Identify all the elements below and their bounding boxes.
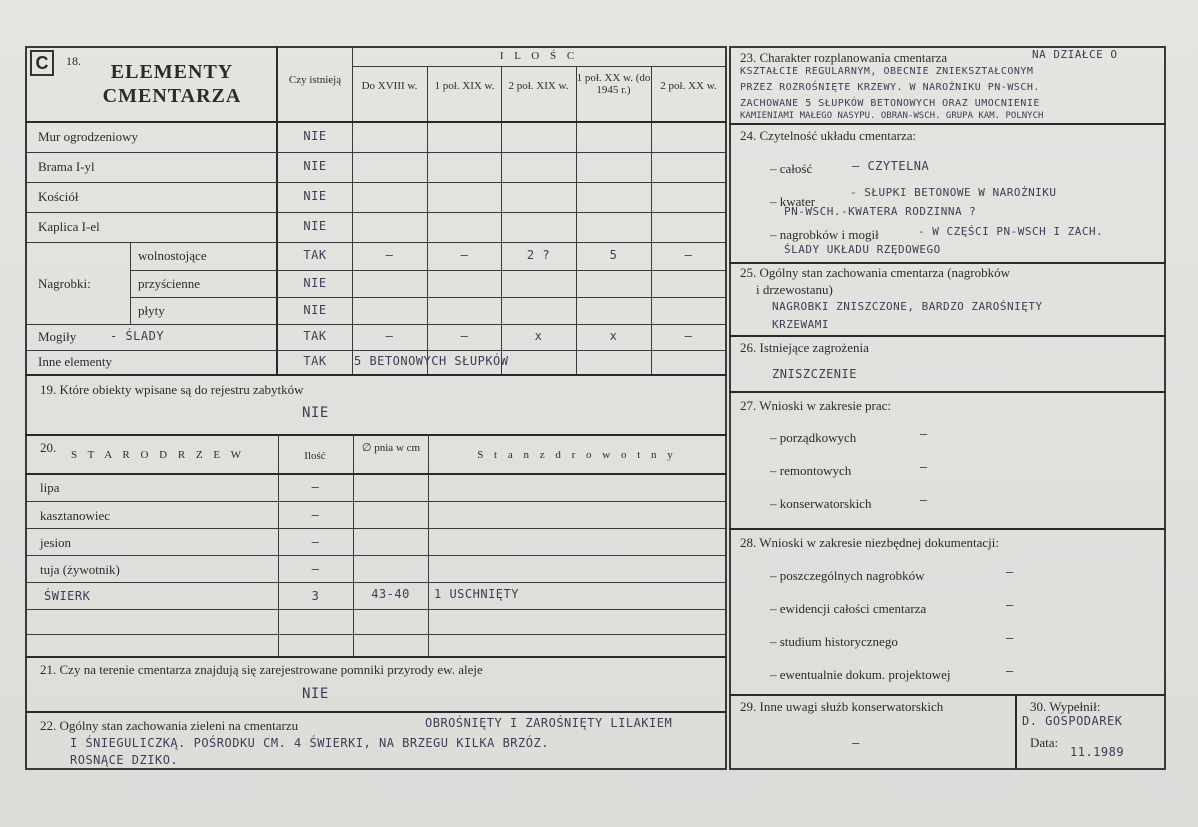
q23-line4: ZACHOWANE 5 SŁUPKÓW BETONOWYCH ORAZ UMOCNIENIE xyxy=(740,98,1040,109)
tree-qty: – xyxy=(311,507,320,522)
q26-label: 26. Istniejące zagrożenia xyxy=(740,340,869,355)
q24-graves-line1: - W CZĘŚCI PN-WSCH I ZACH. xyxy=(918,225,1104,238)
q24-quarters-label: – kwater xyxy=(770,194,816,209)
col-exists-header: Czy istnieją xyxy=(288,74,342,86)
q27-item-label: – konserwatorskich xyxy=(770,496,872,511)
element-period-value: – xyxy=(385,248,394,262)
element-period-value: – xyxy=(684,329,693,343)
q21-label: 21. Czy na terenie cmentarza znajdują się zarejestrowane pomniki przyrody ew. aleje xyxy=(40,662,483,677)
trees-col-qty: Ilość xyxy=(304,450,326,462)
element-period-value: – xyxy=(684,248,693,262)
q22-line3: ROSNĄCE DZIKO. xyxy=(70,753,179,767)
element-exists-value: NIE xyxy=(303,189,327,203)
period-header-1: Do XVIII w. xyxy=(361,80,418,92)
period-header-4: 1 poł. XX w. (do 1945 r.) xyxy=(576,72,651,96)
q28-item-label: – studium historycznego xyxy=(770,634,898,649)
q19-label: 19. Które obiekty wpisane są do rejestru zabytków xyxy=(40,382,304,397)
q25-label-line1: 25. Ogólny stan zachowania cmentarza (nagrobków xyxy=(740,265,1011,280)
q28-item-value: – xyxy=(1006,598,1014,612)
q25-line1: NAGROBKI ZNISZCZONE, BARDZO ZAROŚNIĘTY xyxy=(772,300,1043,313)
element-exists-value: TAK xyxy=(303,248,327,262)
element-row-label: Brama I-yl xyxy=(38,159,95,174)
q30-date-label: Data: xyxy=(1030,735,1059,750)
trees-header: S T A R O D R Z E W xyxy=(70,449,246,461)
element-exists-value: NIE xyxy=(303,302,327,317)
element-period-value: 5 BETONOWYCH SŁUPKÓW xyxy=(354,354,509,368)
q30-filled-by: D. GOSPODAREK xyxy=(1022,714,1123,728)
elements-title-line2: CMENTARZA xyxy=(102,85,242,107)
q22-line1: OBROŚNIĘTY I ZAROŚNIĘTY LILAKIEM xyxy=(425,716,673,730)
q23-line2: KSZTAŁCIE REGULARNYM, OBECNIE ZNIEKSZTAŁCONYM xyxy=(740,66,1034,77)
element-row-label: Inne elementy xyxy=(38,354,112,369)
q27-item-label: – porządkowych xyxy=(770,430,857,445)
element-row-label: Mogiły xyxy=(38,329,77,344)
q27-item-label: – remontowych xyxy=(770,463,852,478)
q24-graves-label: – nagrobków i mogił xyxy=(770,227,879,242)
tree-name: lipa xyxy=(40,479,60,495)
trees-col-diam: ∅ pnia w cm xyxy=(361,442,421,454)
q24-whole-label: – całość xyxy=(770,161,813,176)
q23-line1: NA DZIAŁCE O xyxy=(1032,48,1118,61)
tree-name: tuja (żywotnik) xyxy=(40,561,120,577)
tree-diameter: 43-40 xyxy=(371,586,410,601)
element-period-value: 5 xyxy=(609,248,618,262)
q25-line2: KRZEWAMI xyxy=(772,318,829,331)
element-row-label: Mur ogrodzeniowy xyxy=(38,128,139,144)
element-period-value: – xyxy=(460,248,469,262)
q19-answer: NIE xyxy=(302,405,329,421)
element-exists-value: NIE xyxy=(303,159,327,173)
q24-whole-value: – CZYTELNA xyxy=(852,159,930,173)
q29-answer: – xyxy=(852,736,860,750)
q26-answer: ZNISZCZENIE xyxy=(772,367,857,381)
element-exists-value: TAK xyxy=(303,329,327,343)
q28-label: 28. Wnioski w zakresie niezbędnej dokumentacji: xyxy=(740,535,999,550)
section-20-number: 20. xyxy=(40,440,57,455)
trees-col-health: S t a n z d r o w o t n y xyxy=(477,449,677,461)
element-exists-value: NIE xyxy=(303,128,327,143)
q25-label-line2: i drzewostanu) xyxy=(756,282,833,297)
q22-label: 22. Ogólny stan zachowania zieleni na cmentarzu xyxy=(40,718,299,733)
q27-item-value: – xyxy=(920,460,928,474)
q22-line2: I ŚNIEGULICZKĄ. POŚRODKU CM. 4 ŚWIERKI, NA BRZEGU KILKA BRZÓZ. xyxy=(70,736,549,750)
q23-line3: PRZEZ ROZROŚNIĘTE KRZEWY. W NAROŻNIKU PN-WSCH. xyxy=(740,82,1040,93)
element-period-value: x xyxy=(534,329,543,343)
tree-qty: – xyxy=(311,534,320,549)
q27-item-value: – xyxy=(920,427,928,441)
element-period-value: – xyxy=(460,329,469,343)
period-header-2: 1 poł. XIX w. xyxy=(434,80,495,92)
q24-graves-line2: ŚLADY UKŁADU RZĘDOWEGO xyxy=(784,243,941,256)
element-row-sublabel: płyty xyxy=(138,302,165,318)
q28-item-value: – xyxy=(1006,664,1014,678)
period-header-3: 2 poł. XIX w. xyxy=(508,80,569,92)
q28-item-label: – ewentualnie dokum. projektowej xyxy=(770,667,951,682)
element-row-label: Kaplica I-el xyxy=(38,219,100,234)
tree-qty: – xyxy=(311,561,320,576)
q21-answer: NIE xyxy=(302,686,329,702)
element-exists-value: NIE xyxy=(303,219,327,233)
element-row-label: Nagrobki: xyxy=(38,275,91,291)
element-row-sublabel: przyścienne xyxy=(138,275,201,291)
quantity-header: I L O Ś C xyxy=(499,50,579,62)
q28-item-value: – xyxy=(1006,631,1014,645)
q27-label: 27. Wnioski w zakresie prac: xyxy=(740,398,892,413)
element-row-sublabel: wolnostojące xyxy=(138,248,207,263)
tree-qty: 3 xyxy=(311,588,320,603)
element-period-value: x xyxy=(609,329,618,343)
element-exists-value: NIE xyxy=(303,275,327,290)
section-18-number: 18. xyxy=(66,54,81,68)
q23-label: 23. Charakter rozplanowania cmentarza xyxy=(740,50,948,65)
elements-title xyxy=(72,60,272,108)
q30-label: 30. Wypełnił: xyxy=(1030,699,1101,714)
period-header-5: 2 poł. XX w. xyxy=(660,80,717,92)
element-period-value: – xyxy=(385,329,394,343)
q27-item-value: – xyxy=(920,493,928,507)
tree-qty: – xyxy=(311,479,320,494)
q28-item-label: – poszczególnych nagrobków xyxy=(770,568,925,583)
q24-label: 24. Czytelność układu cmentarza: xyxy=(740,128,917,143)
q28-item-label: – ewidencji całości cmentarza xyxy=(770,601,927,616)
tree-health: 1 USCHNIĘTY xyxy=(434,586,519,601)
tree-name: ŚWIERK xyxy=(44,588,91,603)
q30-date: 11.1989 xyxy=(1070,745,1125,759)
tree-name: jesion xyxy=(40,534,72,550)
q29-label: 29. Inne uwagi służb konserwatorskich xyxy=(740,699,944,714)
elements-title-line1: ELEMENTY xyxy=(110,61,234,83)
element-period-value: 2 ? xyxy=(526,248,551,262)
element-exists-value: TAK xyxy=(303,354,327,368)
q23-line5: KAMIENIAMI MAŁEGO NASYPU. OBRAN-WSCH. GRUPA KAM. POLNYCH xyxy=(740,111,1044,121)
element-row-sublabel: - ŚLADY xyxy=(110,329,165,343)
element-row-label: Kościół xyxy=(38,189,79,204)
tree-name: kasztanowiec xyxy=(40,507,111,523)
q24-quarters-line2: PN-WSCH.-KWATERA RODZINNA ? xyxy=(784,205,977,218)
card-letter-badge: C xyxy=(30,50,54,76)
q28-item-value: – xyxy=(1006,565,1014,579)
q24-quarters-line1: - SŁUPKI BETONOWE W NAROŻNIKU xyxy=(850,186,1057,199)
